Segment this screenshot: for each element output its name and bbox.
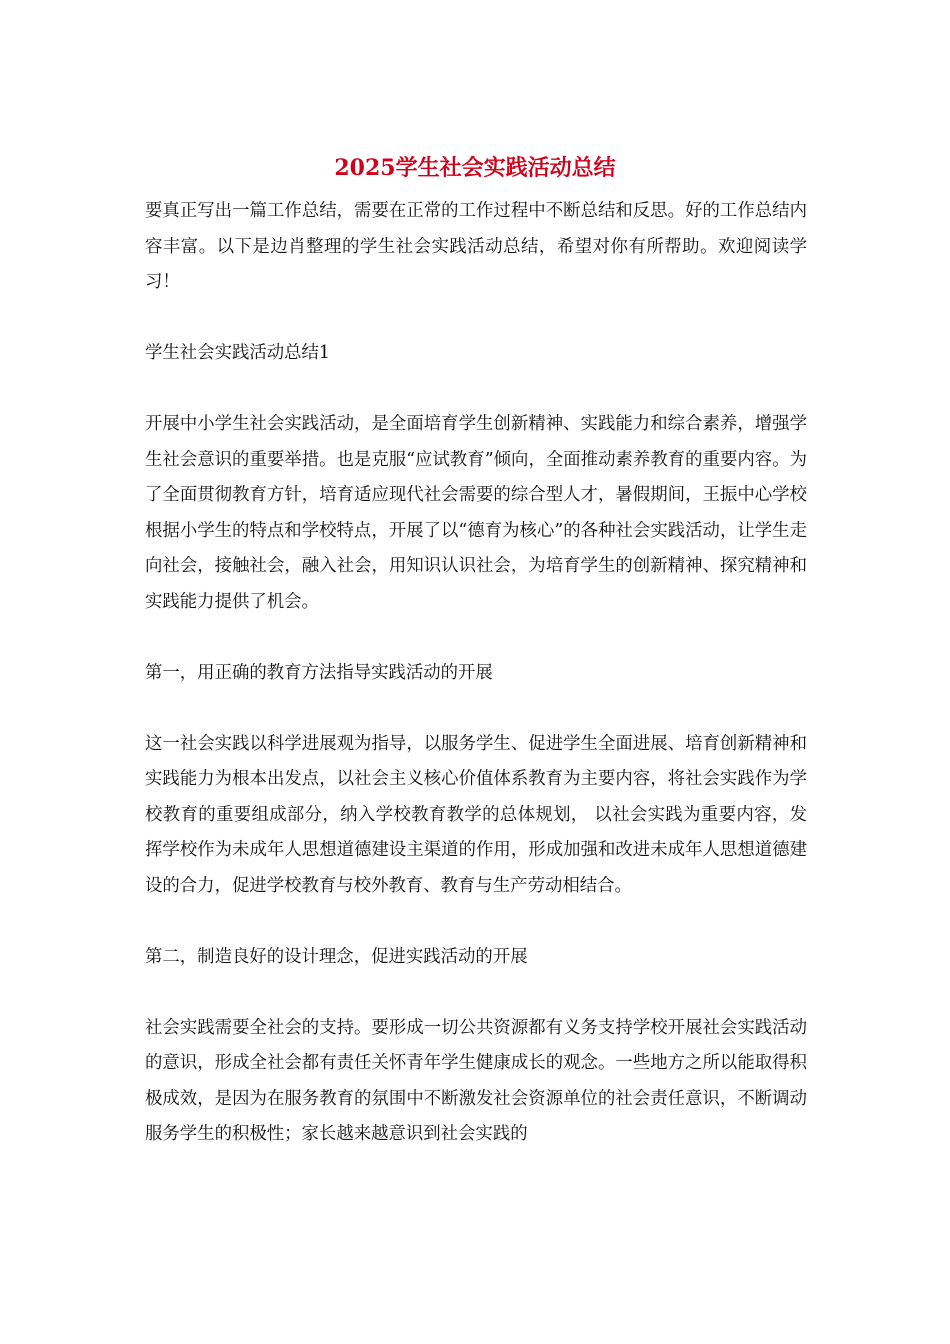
document-title: 2025学生社会实践活动总结	[334, 155, 616, 181]
section-heading-first: 第一，用正确的教育方法指导实践活动的开展	[145, 662, 493, 683]
body-paragraph: 社会实践需要全社会的支持。要形成一切公共资源都有义务支持学校开展社会实践活动的意识，形成全社会都有责任关怀青年学生健康成长的观念。一些地方之所以能取得积极成效，是因为在服务教育的氛围中不断激发社会资源单位的社会责任意识，不断调动服务学生的积极性；家长越来越意识到社会实践的	[145, 1017, 807, 1144]
paragraph-spacer	[145, 904, 807, 940]
paragraph-spacer	[145, 372, 807, 408]
section-heading-summary-1: 学生社会实践活动总结1	[145, 343, 330, 363]
paragraph-spacer	[145, 975, 807, 1011]
intro-paragraph: 要真正写出一篇工作总结，需要在正常的工作过程中不断总结和反思。好的工作总结内容丰富。以下是边肖整理的学生社会实践活动总结，希望对你有所帮助。欢迎阅读学习！	[145, 201, 807, 292]
body-paragraph: 开展中小学生社会实践活动，是全面培育学生创新精神、实践能力和综合素养，增强学生社会意识的重要举措。也是克服“应试教育”倾向，全面推动素养教育的重要内容。为了全面贯彻教育方针，培育适应现代社会需要的综合型人才，暑假期间，王振中心学校根据小学生的特点和学校特点，开展了以“德育为核心”的各种社会实践活动，让学生走向社会，接触社会，融入社会，用知识认识社会，为培育学生的创新精神、探究精神和实践能力提供了机会。	[145, 414, 807, 612]
paragraph-spacer	[145, 301, 807, 337]
body-paragraph: 这一社会实践以科学进展观为指导，以服务学生、促进学生全面进展、培育创新精神和实践能力为根本出发点，以社会主义核心价值体系教育为主要内容，将社会实践作为学校教育的重要组成部分，纳入学校教育教学的总体规划， 以社会实践为重要内容，发挥学校作为未成年人思想道德建设主渠道的作用，形成加强和改进未成年人思想道德建设的合力，促进学校教育与校外教育、教育与生产劳动相结合。	[145, 733, 807, 896]
paragraph-spacer	[145, 620, 807, 656]
paragraph-spacer	[145, 691, 807, 727]
section-heading-second: 第二，制造良好的设计理念，促进实践活动的开展	[145, 946, 528, 967]
document-body	[145, 194, 807, 1153]
